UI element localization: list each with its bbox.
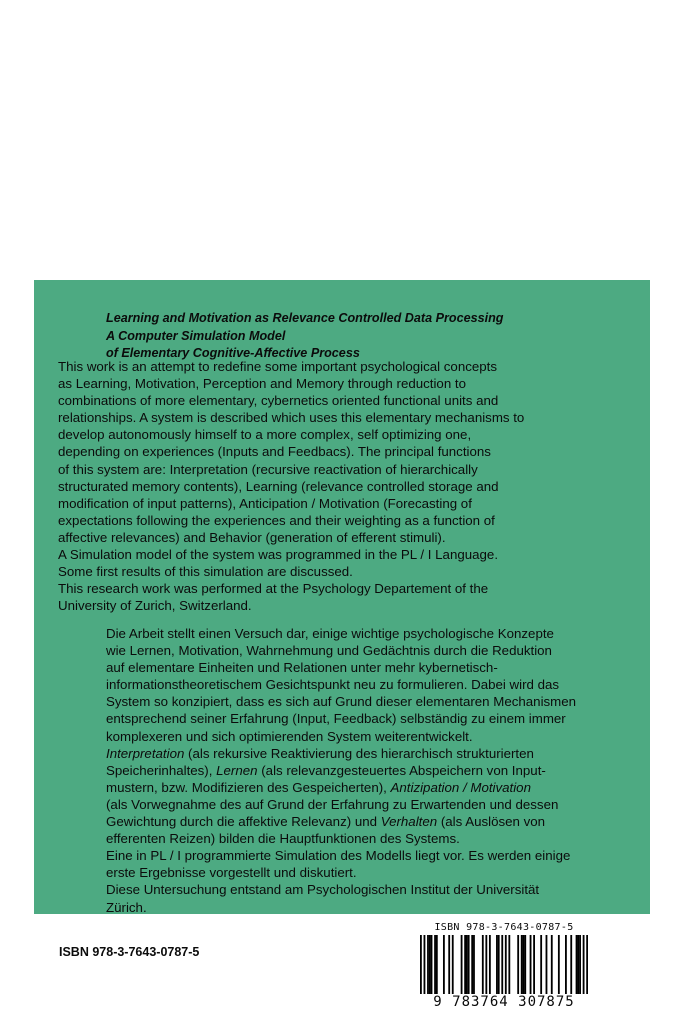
- german-line: efferenten Reizen) bilden die Hauptfunktionen des Systems.: [106, 831, 460, 847]
- german-line: Zürich.: [106, 899, 147, 915]
- barcode-isbn-text: ISBN 978-3-7643-0787-5: [434, 922, 574, 933]
- german-text: (als Auslösen von: [437, 814, 546, 830]
- german-line: [106, 762, 576, 779]
- german-line: [106, 779, 576, 796]
- german-line: Eine in PL / I programmierte Simulation des Modells liegt vor. Es werden einige: [106, 848, 571, 864]
- barcode-digits: 9 783764 307875: [420, 994, 588, 1010]
- german-line: System so konzipiert, dass es sich auf Grund dieser elementaren Mechanismen: [106, 694, 577, 710]
- english-line: A Simulation model of the system was programmed in the PL / I Language.: [58, 547, 499, 563]
- english-line: This work is an attempt to redefine some important psychological concepts: [58, 359, 498, 374]
- english-abstract: [58, 358, 524, 614]
- german-line: entsprechend seiner Erfahrung (Input, Feedback) selbständig zu einem immer: [106, 711, 566, 727]
- english-line: relationships. A system is described which uses this elementary mechanisms to: [58, 410, 525, 426]
- english-line: This research work was performed at the Psychology Departement of the: [58, 581, 489, 597]
- isbn-label: ISBN 978-3-7643-0787-5: [59, 945, 200, 959]
- english-line: expectations following the experiences and their weighting as a function of: [58, 512, 495, 528]
- book-title: [106, 310, 504, 363]
- german-term-italic: Antizipation / Motivation: [390, 779, 531, 795]
- english-line: develop autonomously himself to a more complex, self optimizing one,: [58, 427, 472, 443]
- title-line-1: Learning and Motivation as Relevance Controlled Data Processing: [106, 311, 504, 325]
- german-line: informationstheoretischem Gesichtspunkt neu zu formulieren. Dabei wird das: [106, 677, 560, 693]
- german-line: auf elementare Einheiten und Relationen unter mehr kybernetisch-: [106, 660, 498, 676]
- english-line: Some first results of this simulation are discussed.: [58, 564, 353, 580]
- english-line: depending on experiences (Inputs and Feedbacs). The principal functions: [58, 444, 491, 460]
- german-text: mustern, bzw. Modifizieren des Gespeicherten),: [106, 779, 391, 795]
- german-line: wie Lernen, Motivation, Wahrnehmung und Gedächtnis durch die Reduktion: [106, 643, 552, 659]
- german-line: (als Vorwegnahme des auf Grund der Erfahrung zu Erwartenden und dessen: [106, 796, 559, 812]
- german-text: Speicherinhaltes),: [106, 762, 217, 778]
- german-text: Gewichtung durch die affektive Relevanz) und: [106, 814, 381, 830]
- title-line-3: of Elementary Cognitive-Affective Process: [106, 346, 360, 361]
- german-text: (als rekursive Reaktivierung des hierarchisch strukturierten: [184, 745, 534, 761]
- barcode: [420, 922, 588, 1012]
- german-term-italic: Verhalten: [380, 814, 438, 830]
- english-line: University of Zurich, Switzerland.: [58, 598, 252, 614]
- english-line: modification of input patterns), Anticipation / Motivation (Forecasting of: [58, 495, 472, 511]
- german-text: (als relevanzgesteuertes Abspeichern von Input-: [257, 762, 546, 778]
- german-line: erste Ergebnisse vorgestellt und diskutiert.: [106, 865, 357, 881]
- german-term-italic: Lernen: [216, 762, 258, 778]
- english-line: structurated memory contents), Learning (relevance controlled storage and: [58, 478, 499, 494]
- german-line: [106, 813, 576, 830]
- english-line: of this system are: Interpretation (recursive reactivation of hierarchically: [58, 461, 478, 477]
- german-line: [106, 745, 576, 762]
- english-line: affective relevances) and Behavior (generation of efferent stimuli).: [58, 529, 446, 545]
- german-abstract: [106, 625, 576, 916]
- german-line: Die Arbeit stellt einen Versuch dar, einige wichtige psychologische Konzepte: [106, 626, 554, 641]
- german-term-italic: Interpretation: [106, 745, 185, 761]
- german-line: Diese Untersuchung entstand am Psychologischen Institut der Universität: [106, 882, 540, 898]
- english-line: combinations of more elementary, cybernetics oriented functional units and: [58, 393, 499, 409]
- german-line: komplexeren und sich optimierenden System weiterentwickelt.: [106, 728, 473, 744]
- english-line: as Learning, Motivation, Perception and Memory through reduction to: [58, 376, 467, 392]
- title-line-2: A Computer Simulation Model: [106, 328, 286, 343]
